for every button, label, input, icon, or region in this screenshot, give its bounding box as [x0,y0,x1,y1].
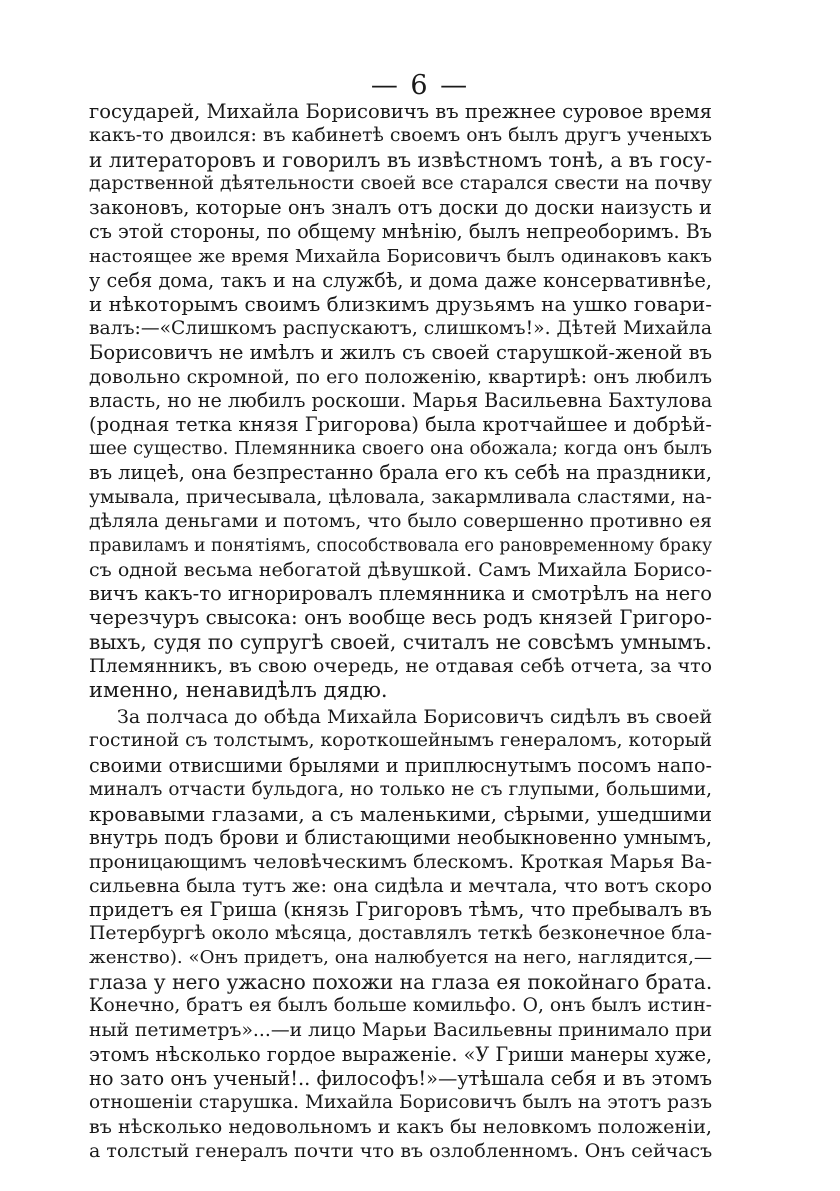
text-line: именно, ненавидѣлъ дядю. [89,678,388,703]
text-block [89,100,712,1163]
text-line: черезчуръ свысока: онъ вообще весь родъ князей Григоро- [89,605,712,629]
text-line: какъ-то двоился: въ кабинетѣ своемъ онъ былъ другъ ученыхъ [89,125,712,147]
text-line: Борисовичъ не имѣлъ и жилъ съ своей старушкой-женой въ [89,340,712,364]
text-line: проницающимъ человѣческимъ блескомъ. Кроткая Марья Ва- [89,850,712,873]
text-line: гостиной съ толстымъ, короткошейнымъ генераломъ, который [89,730,712,752]
text-line: глаза у него ужасно похожи на глаза ея покойнаго брата. [89,970,713,995]
text-line: но зато онъ ученый!.. философъ!»—утѣшала себя и въ этомъ [89,1066,712,1090]
text-line: ный петиметръ»...—и лицо Марьи Васильевны принимало при [89,1019,713,1041]
text-line: правиламъ и понятіямъ, способствовала его рановременному браку [89,535,713,556]
paragraph-1 [89,100,712,702]
text-line: умывала, причесывала, цѣловала, закармливала сластями, на- [89,486,712,508]
text-line: Конечно, братъ ея былъ больше комильфо. О, онъ былъ истин- [89,995,712,1017]
text-line: въ нѣсколько недовольномъ и какъ бы неловкомъ положеніи, [89,1114,712,1138]
text-line: и нѣкоторымъ своимъ близкимъ друзьямъ на ушко говари- [89,292,712,316]
text-line: съ этой стороны, по общему мнѣнію, былъ непреоборимъ. Въ [89,220,712,244]
text-line: внутрь подъ брови и блистающими необыкновенно умнымъ, [89,825,712,849]
text-line: (родная тетка князя Григорова) была кротчайшее и добрѣй- [89,413,712,437]
text-line: съ одной весьма небогатой дѣвушкой. Самъ Михайла Борисо- [89,558,712,581]
text-line: а толстый генералъ почти что въ озлобленномъ. Онъ сейчасъ [89,1140,713,1163]
text-line: вичъ какъ-то игнорировалъ племянника и смотрѣлъ на него [89,581,712,605]
text-line: выхъ, судя по супругѣ своей, считалъ не совсѣмъ умнымъ. [89,630,712,655]
text-line: Племянникъ, въ свою очередь, не отдавая себѣ отчета, за что [89,655,712,678]
text-line: и литераторовъ и говорилъ въ извѣстномъ тонѣ, а въ госу- [89,148,713,173]
text-line: валъ:—«Слишкомъ распускаютъ, слишкомъ!». Дѣтей Михайла [89,317,712,339]
text-line: дѣляла деньгами и потомъ, что было совершенно противно ея [89,510,712,532]
text-line: государей, Михайла Борисовичъ въ прежнее суровое время [89,100,712,123]
text-line: сильевна была тутъ же: она сидѣла и мечтала, что вотъ скоро [89,875,712,897]
text-line: въ лицеѣ, она безпрестанно брала его къ себѣ на праздники, [89,461,713,485]
text-line: у себя дома, такъ и на службѣ, и дома даже консервативнѣе, [89,268,712,292]
text-line: придетъ ея Гриша (князь Григоровъ тѣмъ, что пребывалъ въ [89,898,712,922]
text-line: отношеніи старушка. Михайла Борисовичъ былъ на этотъ разъ [89,1091,712,1113]
text-line: кровавыми глазами, а съ маленькими, сѣрыми, ушедшими [89,801,712,826]
text-line: власть, но не любилъ роскоши. Марья Васильевна Бахтулова [89,389,713,413]
text-line: законовъ, которые онъ зналъ отъ доски до доски наизусть и [89,196,712,220]
text-line: настоящее же время Михайла Борисовичъ былъ одинаковъ какъ [89,245,712,267]
text-line: Петербургѣ около мѣсяца, доставлялъ теткѣ безконечное бла- [89,923,712,945]
text-line: За полчаса до обѣда Михайла Борисовичъ сидѣлъ въ своей [117,706,713,729]
text-line: своими отвисшими брылями и приплюснутымъ посомъ напо- [89,753,712,777]
text-line: этомъ нѣсколько гордое выраженіе. «У Гриши манеры хуже, [89,1042,713,1066]
page-number: — 6 — [370,70,470,101]
text-line: дарственной дѣятельности своей все старался свести на почву [89,173,713,195]
text-line: шее существо. Племянника своего она обожала; когда онъ былъ [89,438,712,460]
text-line: довольно скромной, по его положенію, квартирѣ: онъ любилъ [89,366,712,389]
paragraph-2 [89,705,712,1163]
text-line: миналъ отчасти бульдога, но только не съ глупыми, большими, [89,778,712,800]
text-line: женство). «Онъ придетъ, она налюбуется на него, наглядится,— [89,947,712,969]
